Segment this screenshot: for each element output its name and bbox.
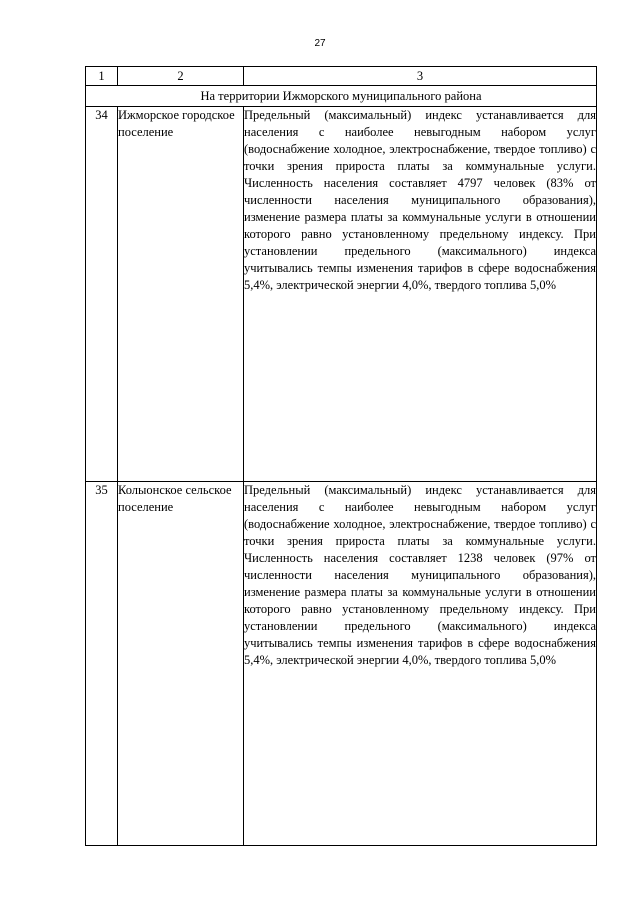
table-row xyxy=(86,482,597,846)
index-description: Предельный (максимальный) индекс устанавливается для населения с наиболее невыгодным набором услуг (водоснабжение холодное, электроснабжение, твердое топливо) с точки зрения прироста платы за коммунальные услуги. Численность населения составляет 1238 человек (97% от численности населения муниципального образования), изменение размера платы за коммунальные услуги в отношении которого равно установленному предельному индексу. При установлении предельного (максимального) индекса учитывались темпы изменения тарифов в сфере водоснабжения 5,4%, электрической энергии 4,0%, твердого топлива 5,0% xyxy=(244,482,597,846)
table-header-row xyxy=(86,67,597,86)
page-number: 27 xyxy=(314,38,326,49)
index-description: Предельный (максимальный) индекс устанавливается для населения с наиболее невыгодным набором услуг (водоснабжение холодное, электроснабжение, твердое топливо) с точки зрения прироста платы за коммунальные услуги. Численность населения составляет 4797 человек (83% от численности населения муниципального образования), изменение размера платы за коммунальные услуги в отношении которого равно установленному предельному индексу. При установлении предельного (максимального) индекса учитывались темпы изменения тарифов в сфере водоснабжения 5,4%, электрической энергии 4,0%, твердого топлива 5,0% xyxy=(244,107,597,482)
table-row xyxy=(86,107,597,482)
tariff-index-table xyxy=(85,66,597,846)
row-number: 34 xyxy=(86,107,118,482)
section-row xyxy=(86,86,597,107)
municipality-name: Колыонское сельское поселение xyxy=(118,482,244,846)
column-number-2: 2 xyxy=(118,67,244,86)
row-number: 35 xyxy=(86,482,118,846)
column-number-1: 1 xyxy=(86,67,118,86)
municipality-name: Ижморское городское поселение xyxy=(118,107,244,482)
column-number-3: 3 xyxy=(244,67,597,86)
section-title: На территории Ижморского муниципального района xyxy=(86,86,597,107)
